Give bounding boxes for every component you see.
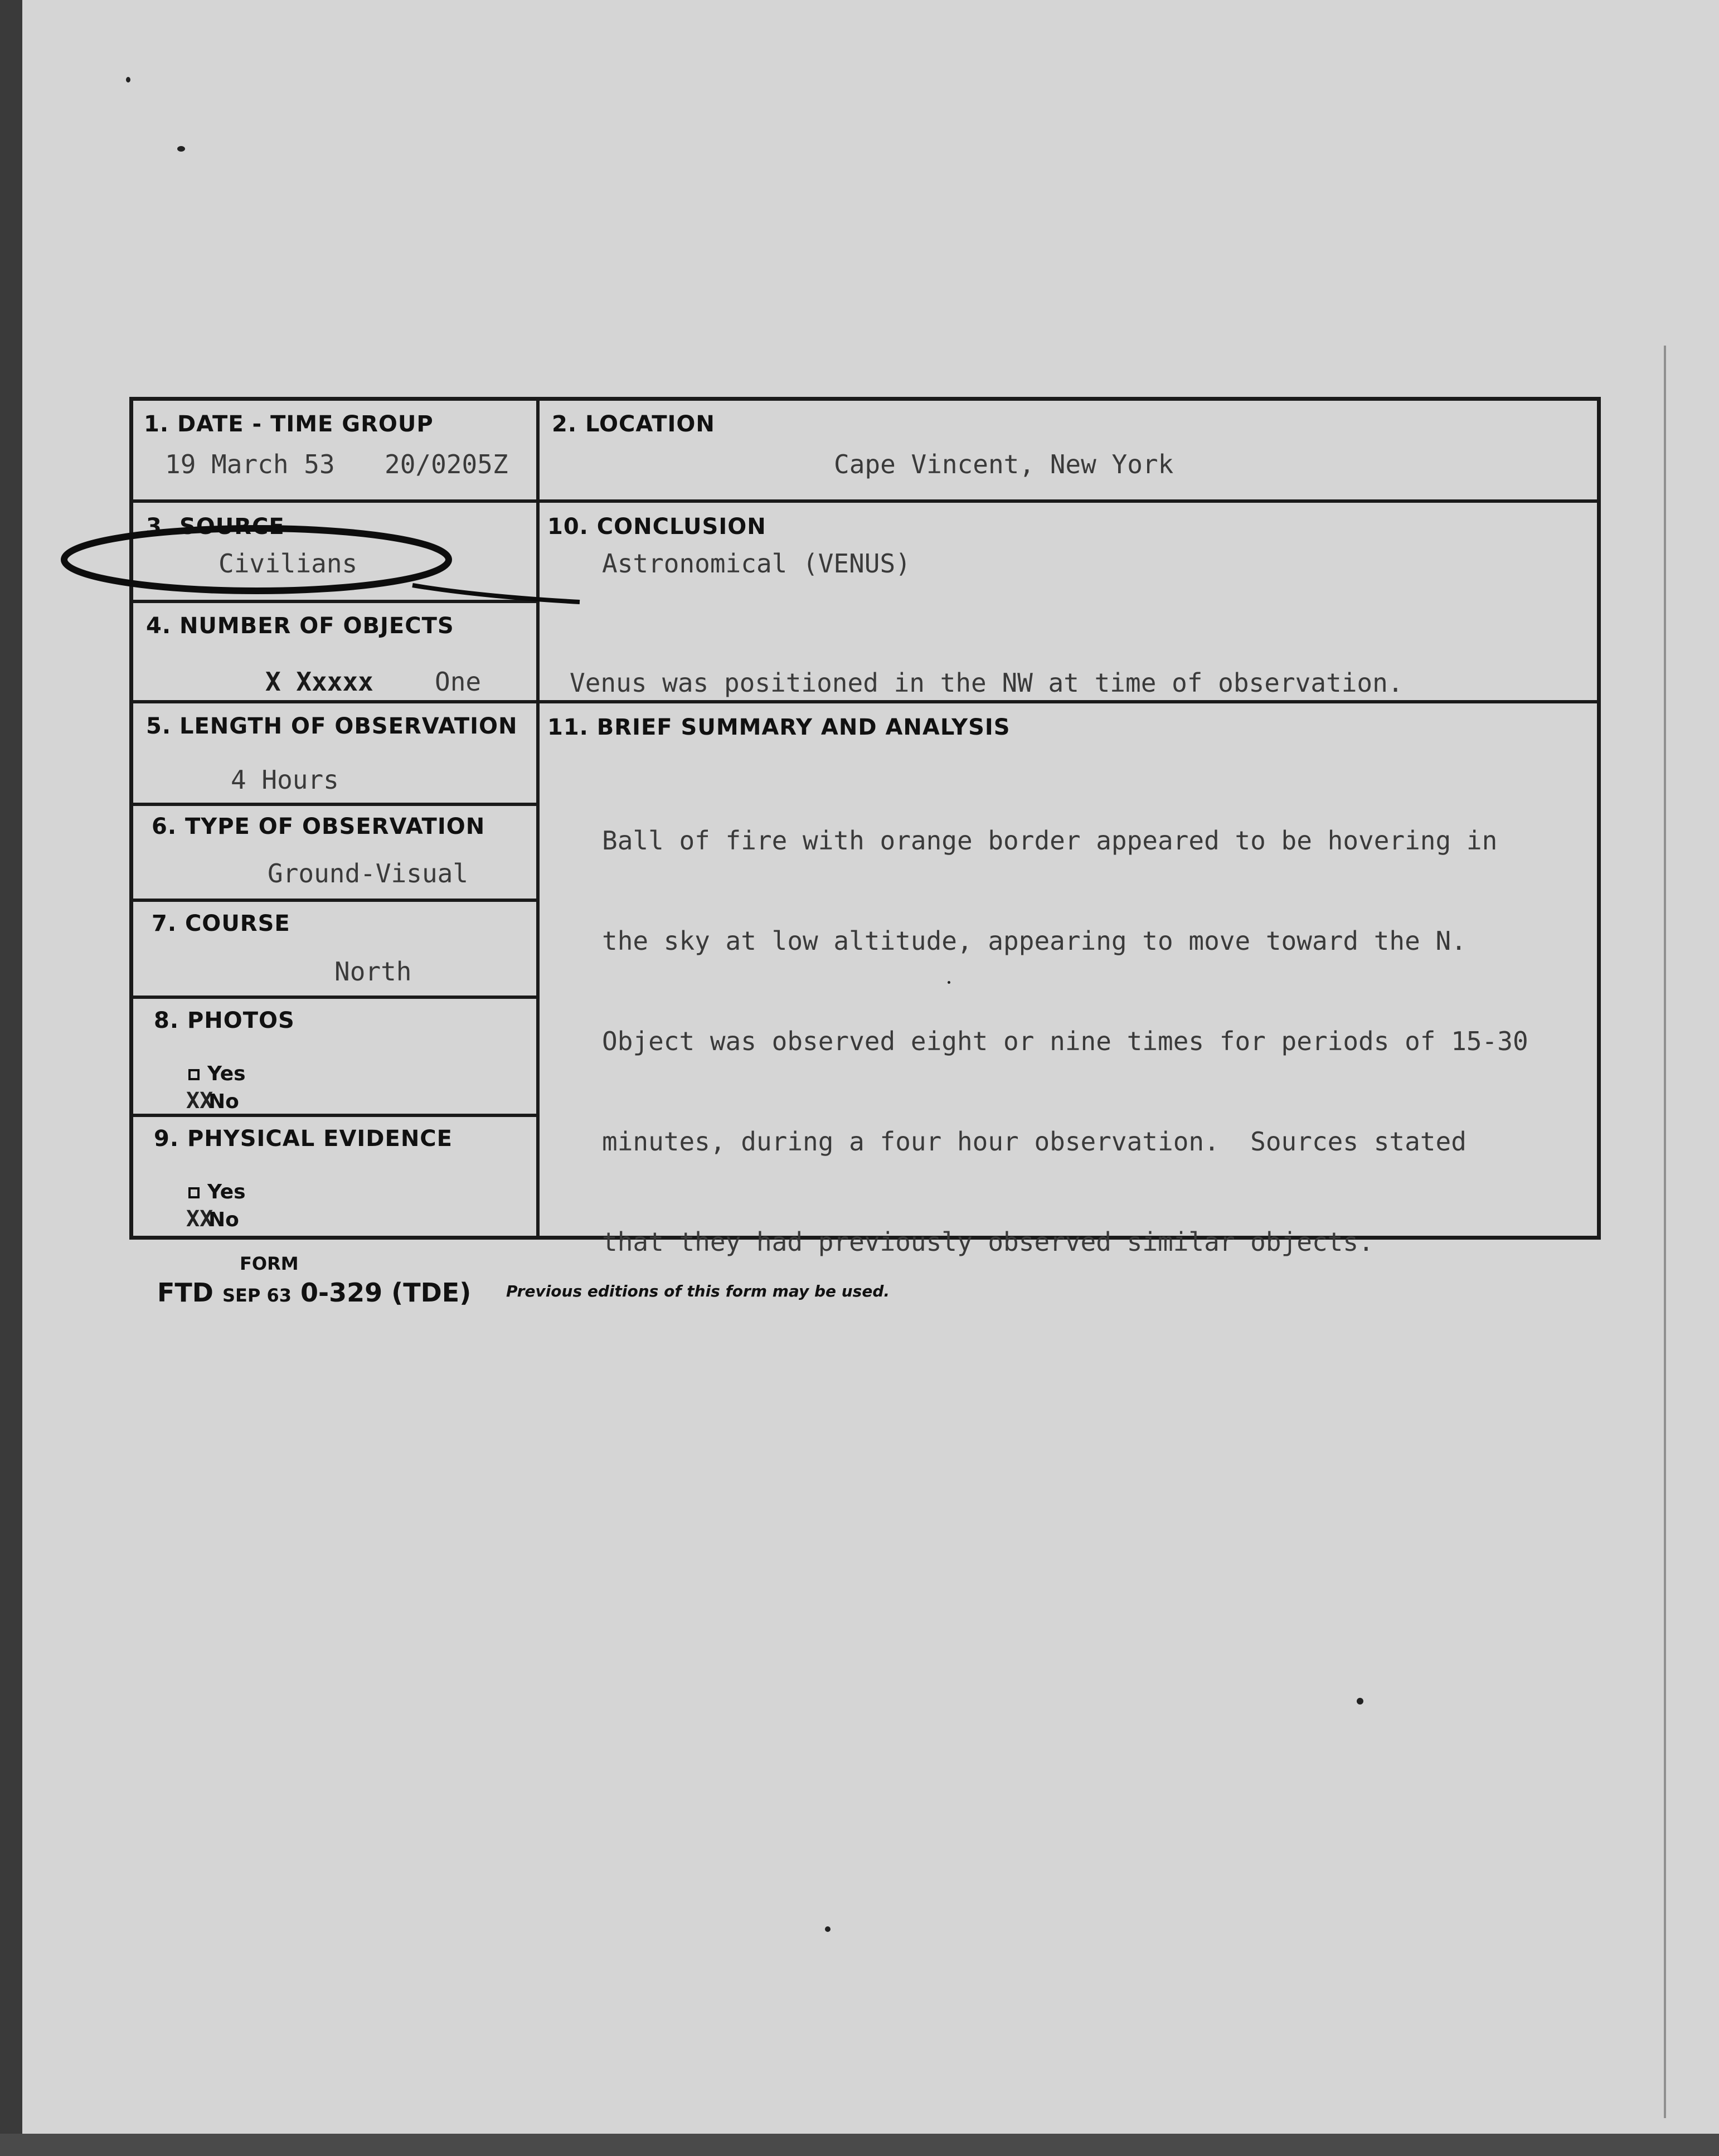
rule-objects-bottom bbox=[129, 700, 540, 703]
summary-line: Object was observed eight or nine times for periods of 15-30 bbox=[602, 1026, 1528, 1056]
typed-x-mark-icon: XX bbox=[186, 1206, 213, 1232]
type-of-observation-value: Ground-Visual bbox=[268, 858, 469, 888]
location-label: 2. LOCATION bbox=[552, 411, 715, 437]
dust-speck bbox=[126, 77, 130, 82]
dust-speck bbox=[177, 146, 185, 152]
location-value: Cape Vincent, New York bbox=[834, 449, 1174, 479]
footer-date: SEP 63 bbox=[222, 1285, 292, 1306]
conclusion-label: 10. CONCLUSION bbox=[547, 514, 766, 540]
rule-type-bottom bbox=[129, 899, 540, 902]
scan-edge-right bbox=[1664, 346, 1666, 2118]
footer-note: Previous editions of this form may be used. bbox=[506, 1282, 890, 1300]
conclusion-value: Astronomical (VENUS) bbox=[602, 548, 911, 579]
summary-line: that they had previously observed similar objects. bbox=[602, 1227, 1374, 1257]
footer-form-word: FORM bbox=[240, 1253, 299, 1274]
physical-evidence-yes-label: Yes bbox=[207, 1181, 246, 1203]
date-time-label: 1. DATE - TIME GROUP bbox=[144, 411, 434, 437]
length-of-observation-label: 5. LENGTH OF OBSERVATION bbox=[146, 713, 518, 739]
number-of-objects-struck: X Xxxxx bbox=[265, 667, 373, 697]
rule-length-bottom bbox=[129, 803, 540, 806]
checkbox-empty-icon bbox=[188, 1187, 200, 1198]
source-label: 3. SOURCE bbox=[146, 514, 285, 540]
footer-number: 0-329 (TDE) bbox=[300, 1278, 472, 1308]
typed-x-mark-icon: XX bbox=[186, 1088, 213, 1114]
physical-evidence-no-label: No bbox=[208, 1208, 239, 1231]
time-value: 20/0205Z bbox=[385, 449, 508, 479]
physical-evidence-yes-option bbox=[188, 1181, 246, 1203]
rule-location-bottom bbox=[536, 499, 1601, 503]
footer-form-id bbox=[157, 1278, 471, 1308]
physical-evidence-label: 9. PHYSICAL EVIDENCE bbox=[154, 1126, 453, 1152]
course-value: North bbox=[334, 956, 412, 987]
photos-no-label: No bbox=[208, 1090, 239, 1113]
checkbox-empty-icon bbox=[188, 1069, 200, 1080]
conclusion-note: Venus was positioned in the NW at time of observation. bbox=[570, 668, 1404, 698]
number-of-objects-label: 4. NUMBER OF OBJECTS bbox=[146, 613, 454, 639]
summary-line: the sky at low altitude, appearing to move toward the N. bbox=[602, 926, 1467, 956]
photos-no-option bbox=[186, 1088, 239, 1114]
summary-label: 11. BRIEF SUMMARY AND ANALYSIS bbox=[547, 715, 1011, 740]
photos-yes-option bbox=[188, 1062, 246, 1085]
source-value: Civilians bbox=[218, 548, 358, 579]
dust-speck bbox=[1357, 1698, 1363, 1705]
scan-edge-bottom bbox=[0, 2134, 1719, 2156]
length-of-observation-value: 4 Hours bbox=[231, 765, 339, 795]
rule-date-bottom bbox=[129, 499, 540, 503]
rule-photos-bottom bbox=[129, 1114, 540, 1117]
type-of-observation-label: 6. TYPE OF OBSERVATION bbox=[152, 814, 485, 839]
rule-conclusion-bottom bbox=[536, 700, 1601, 703]
scan-edge-left bbox=[0, 0, 22, 2156]
course-label: 7. COURSE bbox=[152, 911, 290, 936]
dust-speck bbox=[825, 1926, 831, 1932]
rule-course-bottom bbox=[129, 996, 540, 999]
summary-line: Ball of fire with orange border appeared to be hovering in bbox=[602, 826, 1498, 856]
rule-source-bottom bbox=[129, 600, 540, 603]
footer-ftd: FTD bbox=[157, 1278, 213, 1308]
photos-yes-label: Yes bbox=[207, 1062, 246, 1085]
number-of-objects-value: One bbox=[435, 667, 482, 697]
date-value: 19 March 53 bbox=[165, 449, 335, 479]
summary-line: minutes, during a four hour observation. Sources stated bbox=[602, 1126, 1467, 1157]
summary-text bbox=[602, 757, 1583, 1292]
physical-evidence-no-option bbox=[186, 1206, 239, 1232]
photos-label: 8. PHOTOS bbox=[154, 1008, 295, 1033]
